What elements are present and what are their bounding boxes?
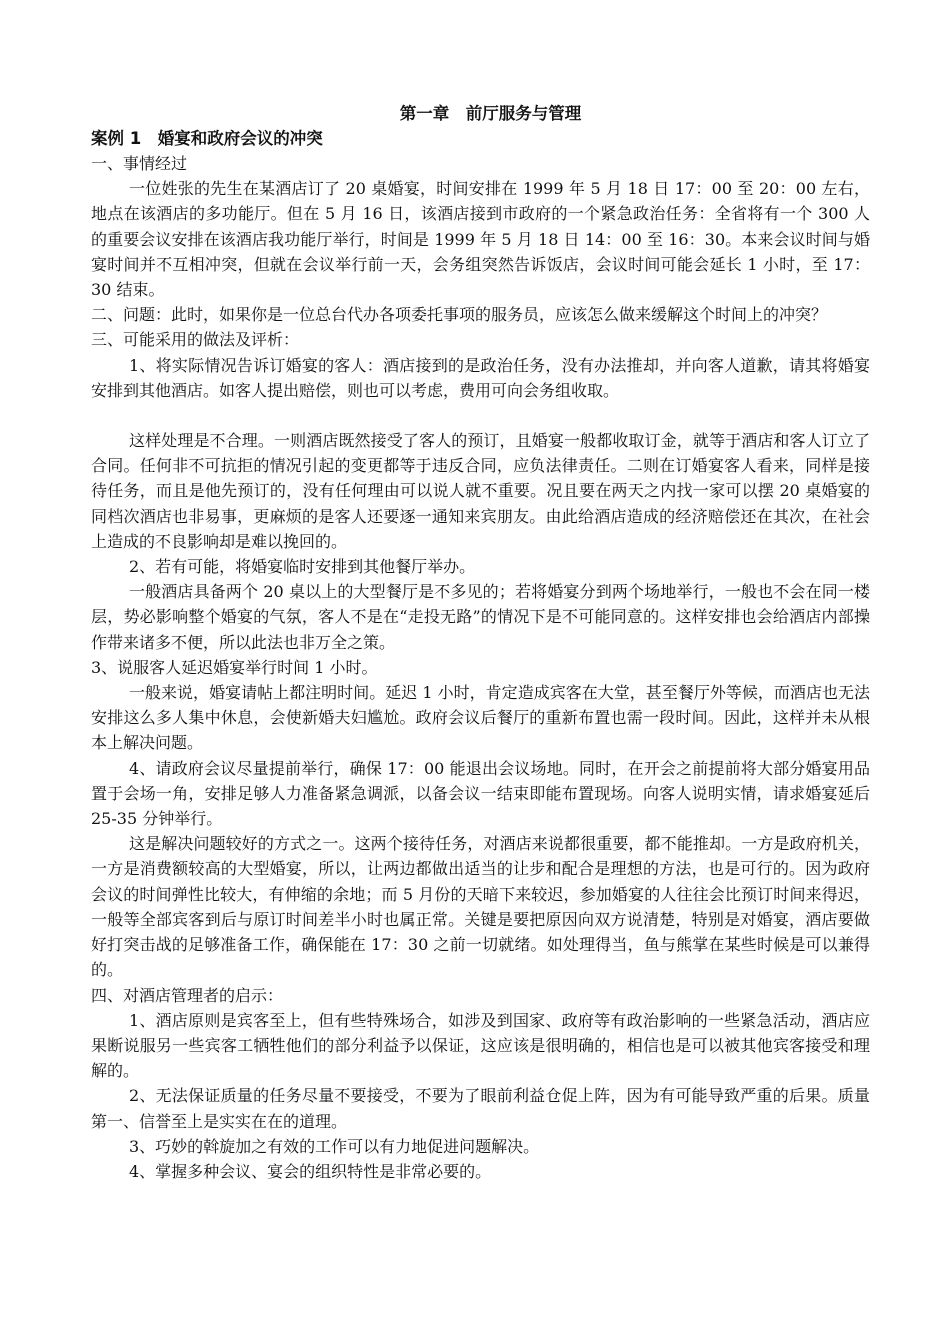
chapter-title: 第一章 前厅服务与管理 [399, 104, 582, 123]
option-4: 4、请政府会议尽量提前举行，确保 17：00 能退出会议场地。同时，在开会之前提前将大部分婚宴用品置于会场一角，安排足够人力准备紧急调派，以备会议一结束即能布置现场。向客人说明实情，请求婚宴延后 25-35 分钟举行。 [91, 758, 870, 829]
option-1: 1、将实际情况告诉订婚宴的客人：酒店接到的是政治任务，没有办法推却，并向客人道歉，请其将婚宴安排到其他酒店。如客人提出赔偿，则也可以考虑，费用可向会务组收取。 [91, 355, 870, 400]
option-3-comment: 一般来说，婚宴请帖上都注明时间。延迟 1 小时，肯定造成宾客在大堂，甚至餐厅外等候，而酒店也无法安排这么多人集中休息，会使新婚夫妇尴尬。政府会议后餐厅的重新布置也需一段时间。因此，这样并未从根本上解决问题。 [91, 683, 870, 753]
section-4-heading: 四、对酒店管理者的启示： [91, 985, 284, 1005]
section-2-question: 二、问题：此时，如果你是一位总台代办各项委托事项的服务员，应该怎么做来缓解这个时间上的冲突？ [91, 305, 828, 325]
section-3-heading: 三、可能采用的做法及评析： [91, 330, 300, 350]
lesson-2: 2、无法保证质量的任务尽量不要接受，不要为了眼前利益仓促上阵，因为有可能导致严重的后果。质量第一、信誉至上是实实在在的道理。 [91, 1086, 870, 1131]
lesson-3: 3、巧妙的斡旋加之有效的工作可以有力地促进问题解决。 [129, 1136, 540, 1156]
section-1-heading: 一、事情经过 [91, 154, 188, 173]
lesson-1: 1、酒店原则是宾客至上，但有些特殊场合，如涉及到国家、政府等有政治影响的一些紧急活动，酒店应果断说服另一些宾客工牺牲他们的部分利益予以保证，这应该是很明确的，相信也是可以被其他宾客接受和理解的。 [91, 1010, 870, 1081]
option-4-comment: 这是解决问题较好的方式之一。这两个接待任务，对酒店来说都很重要，都不能推却。一方是政府机关，一方是消费额较高的大型婚宴，所以，让两边都做出适当的让步和配合是理想的方法，也是可行的。因为政府会议的时间弹性比较大，有伸缩的余地；而 5 月份的天暗下来较迟，参加婚宴的人往往会比预订时间来得迟，一般等全部宾客到后与原订时间差半小时也属正常。关键是要把原因向双方说清楚，特别是对婚宴，酒店要做好打突击战的足够准备工作，确保能在 17：30 之前一切就绪。如处理得当，鱼与熊掌在某些时候是可以兼得的。 [91, 834, 870, 980]
option-1-comment: 这样处理是不合理。一则酒店既然接受了客人的预订，且婚宴一般都收取订金，就等于酒店和客人订立了合同。任何非不可抗拒的情况引起的变更都等于违反合同，应负法律责任。二则在订婚宴客人看来，同样是接待任务，而且是他先预订的，没有任何理由可以说人就不重要。况且要在两天之内找一家可以摆 20 桌婚宴的同档次酒店也非易事，更麻烦的是客人还要逐一通知来宾朋友。由此给酒店造成的经济赔偿还在其次，在社会上造成的不良影响却是难以挽回的。 [91, 431, 870, 551]
option-2-comment: 一般酒店具备两个 20 桌以上的大型餐厅是不多见的；若将婚宴分到两个场地举行，一般也不会在同一楼层，势必影响整个婚宴的气氛，客人不是在“走投无路”的情况下是不可能同意的。这样安排也会给酒店内部操作带来诸多不便，所以此法也非万全之策。 [91, 582, 870, 652]
blank-line [91, 403, 870, 428]
section-1-paragraph: 一位姓张的先生在某酒店订了 20 桌婚宴，时间安排在 1999 年 5 月 18 日 17：00 至 20：00 左右，地点在该酒店的多功能厅。但在 5 月 16 日，该酒店接到市政府的一个紧急政治任务：全省将有一个 300 人的重要会议安排在该酒店我功能厅举行，时间是 1999 年 5 月 18 日 14：00 至 16：30。本来会议时间与婚宴时间并不互相冲突，但就在会议举行前一天，会务组突然告诉饭店，会议时间可能会延长 1 小时，至 17：30 结束。 [91, 179, 870, 300]
option-2: 2、若有可能，将婚宴临时安排到其他餐厅举办。 [129, 557, 476, 577]
case-title: 案例 1 婚宴和政府会议的冲突 [91, 129, 323, 148]
option-3: 3、说服客人延迟婚宴举行时间 1 小时。 [91, 657, 378, 677]
lesson-4: 4、掌握多种会议、宴会的组织特性是非常必要的。 [129, 1161, 492, 1181]
